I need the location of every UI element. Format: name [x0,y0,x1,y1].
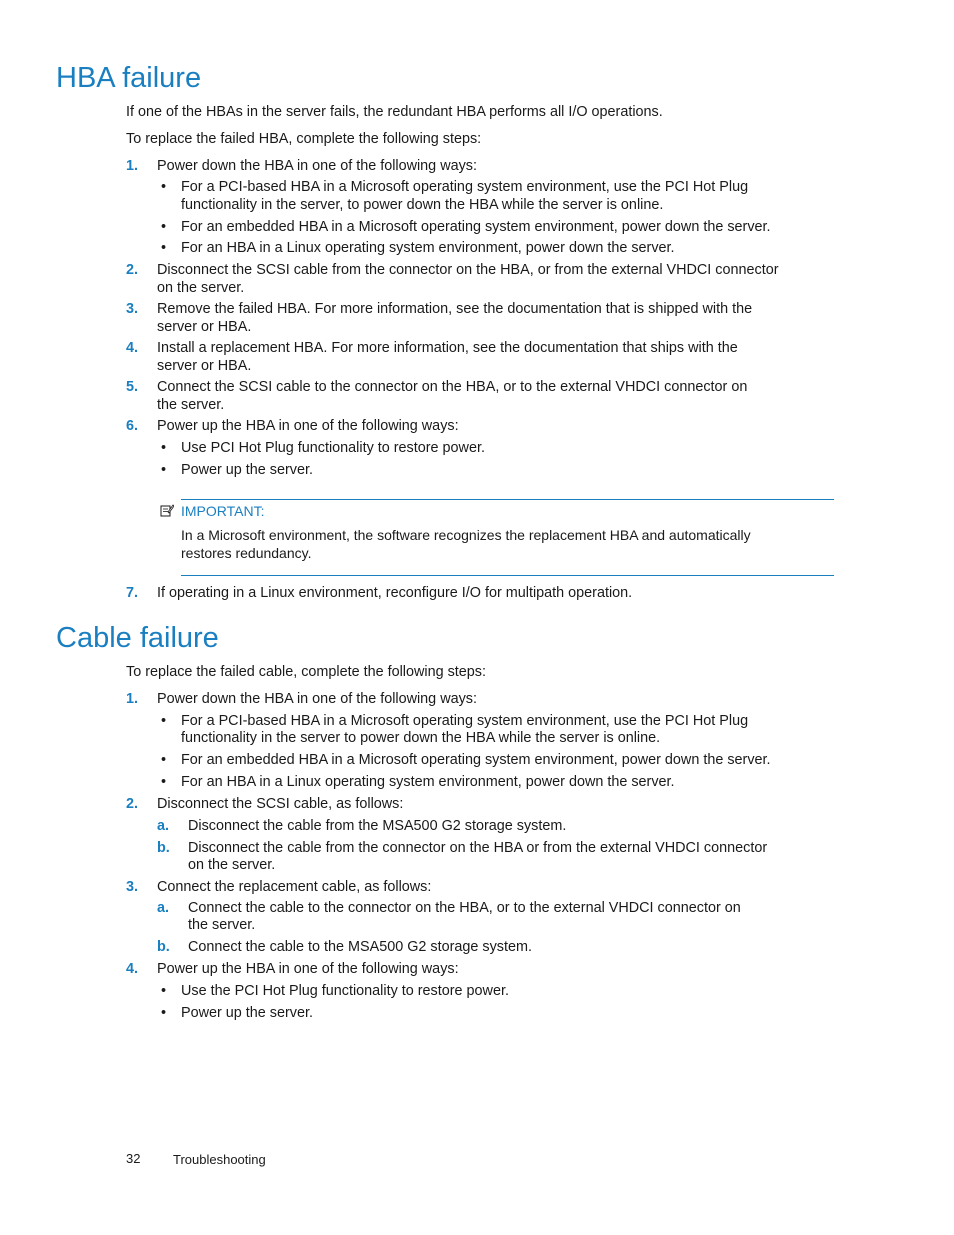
bullet-text: functionality in the server, to power down the HBA while the server is online. [181,197,664,213]
bullet-marker: • [161,440,167,456]
bullet-marker: • [161,713,167,729]
substep-letter: b. [157,840,170,856]
step-text: on the server. [157,280,245,296]
step-number: 7. [126,585,139,601]
step-text: Remove the failed HBA. For more information, see the documentation that is shipped with the [157,301,753,317]
bullet-text: Power up the server. [181,1005,313,1021]
step-text: Disconnect the SCSI cable, as follows: [157,796,404,812]
bullet-marker: • [161,179,167,195]
bullet-text: For a PCI-based HBA in a Microsoft operating system environment, use the PCI Hot Plug [181,713,749,729]
step-text: Power up the HBA in one of the following ways: [157,961,459,977]
step-number: 2. [126,262,139,278]
step-text: the server. [157,397,225,413]
substep-letter: a. [157,900,170,916]
step-text: server or HBA. [157,358,252,374]
bullet-text: For an embedded HBA in a Microsoft operating system environment, power down the server. [181,219,771,235]
important-bottom-rule [181,575,834,576]
step-number: 1. [126,691,139,707]
bullet-text: Use the PCI Hot Plug functionality to restore power. [181,983,509,999]
step-number: 2. [126,796,139,812]
step-number: 3. [126,879,139,895]
substep-text: Disconnect the cable from the MSA500 G2 storage system. [188,818,567,834]
substep-letter: b. [157,939,170,955]
substep-text: Connect the cable to the MSA500 G2 storage system. [188,939,532,955]
section-title-cable-failure: Cable failure [56,622,219,654]
footer-section-title: Troubleshooting [173,1152,266,1167]
bullet-marker: • [161,983,167,999]
substep-text: Connect the cable to the connector on the HBA, or to the external VHDCI connector on [188,900,741,916]
step-text: Power down the HBA in one of the following ways: [157,158,477,174]
bullet-marker: • [161,774,167,790]
important-label: IMPORTANT: [181,503,265,519]
step-number: 6. [126,418,139,434]
bullet-text: Use PCI Hot Plug functionality to restore power. [181,440,485,456]
bullet-text: For an embedded HBA in a Microsoft operating system environment, power down the server. [181,752,771,768]
hba-intro-2: To replace the failed HBA, complete the following steps: [126,131,482,147]
important-top-rule [181,499,834,500]
step-text: Power down the HBA in one of the following ways: [157,691,477,707]
step-text: Power up the HBA in one of the following ways: [157,418,459,434]
step-text: Connect the replacement cable, as follows: [157,879,432,895]
step-number: 5. [126,379,139,395]
bullet-text: For a PCI-based HBA in a Microsoft operating system environment, use the PCI Hot Plug [181,179,749,195]
bullet-text: For an HBA in a Linux operating system environment, power down the server. [181,240,675,256]
substep-text: the server. [188,917,256,933]
substep-text: Disconnect the cable from the connector on the HBA or from the external VHDCI connector [188,840,768,856]
note-pencil-icon [160,503,174,522]
step-text: Connect the SCSI cable to the connector on the HBA, or to the external VHDCI connector on [157,379,748,395]
step-number: 3. [126,301,139,317]
bullet-text: For an HBA in a Linux operating system environment, power down the server. [181,774,675,790]
substep-text: on the server. [188,857,276,873]
bullet-marker: • [161,219,167,235]
bullet-marker: • [161,1005,167,1021]
cable-intro: To replace the failed cable, complete the following steps: [126,664,486,680]
bullet-marker: • [161,462,167,478]
step-number: 4. [126,340,139,356]
section-title-hba-failure: HBA failure [56,62,202,94]
step-text: Disconnect the SCSI cable from the connector on the HBA, or from the external VHDCI connector [157,262,779,278]
step-number: 1. [126,158,139,174]
step-text: Install a replacement HBA. For more information, see the documentation that ships with the [157,340,738,356]
important-text: In a Microsoft environment, the software recognizes the replacement HBA and automatically [181,527,751,543]
substep-letter: a. [157,818,170,834]
bullet-text: functionality in the server to power down the HBA while the server is online. [181,730,661,746]
bullet-marker: • [161,240,167,256]
bullet-marker: • [161,752,167,768]
page-number: 32 [126,1151,141,1166]
bullet-text: Power up the server. [181,462,313,478]
step-text: If operating in a Linux environment, reconfigure I/O for multipath operation. [157,585,633,601]
important-text: restores redundancy. [181,545,312,561]
step-number: 4. [126,961,139,977]
step-text: server or HBA. [157,319,252,335]
hba-intro-1: If one of the HBAs in the server fails, the redundant HBA performs all I/O operations. [126,104,663,120]
